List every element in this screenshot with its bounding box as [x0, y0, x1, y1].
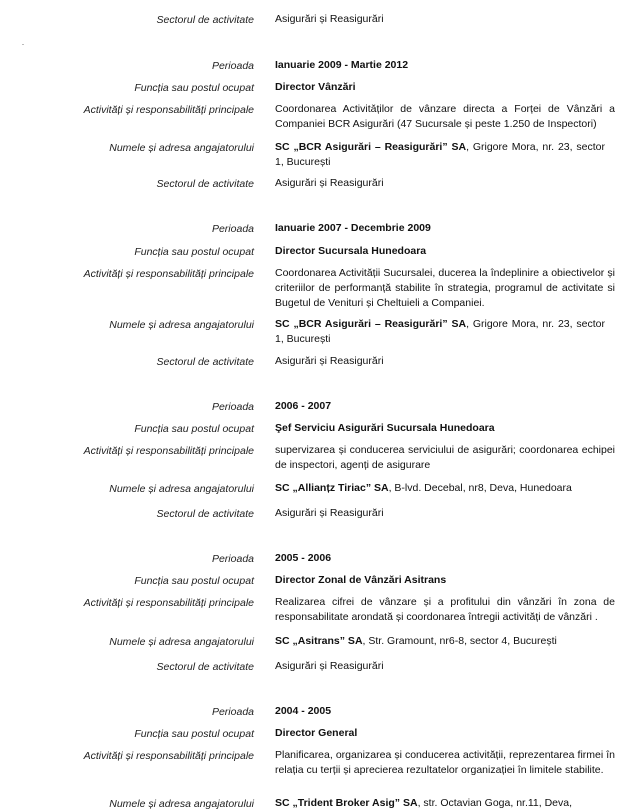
role-label: Funcția sau postul ocupat [134, 423, 254, 435]
margin-mark [22, 44, 24, 45]
period-value: Ianuarie 2009 - Martie 2012 [275, 59, 409, 71]
sector-label: Sectorul de activitate [156, 14, 254, 26]
employer-value [275, 481, 615, 496]
employer-name: SC „BCR Asigurări – Reasigurări” SA [275, 318, 467, 330]
sector-value: Asigurări și Reasigurări [275, 660, 384, 672]
sector-value: Asigurări și Reasigurări [275, 177, 384, 189]
sector-label: Sectorul de activitate [156, 508, 254, 520]
employer-value [275, 317, 605, 347]
activities-value: Planificarea, organizarea și conducerea activității, reprezentarea firmei în relația cu terții și aprecierea rezultatelor organizației în limitele stabilite. [275, 749, 615, 776]
employer-value [275, 796, 615, 811]
role-value: Director Vânzări [275, 81, 356, 93]
role-label: Funcția sau postul ocupat [134, 246, 254, 258]
employer-label: Numele și adresa angajatorului [109, 798, 254, 810]
period-label: Perioada [211, 223, 254, 235]
employer-address: , str. Octavian Goga, nr.11, Deva, [417, 797, 573, 809]
role-label: Funcția sau postul ocupat [134, 728, 254, 740]
employer-label: Numele și adresa angajatorului [109, 142, 254, 154]
employer-name: SC „BCR Asigurări – Reasigurări” SA [275, 141, 467, 153]
activities-value: Coordonarea Activității Sucursalei, ducerea la îndeplinire a obiectivelor și criteriilor de performanță stabilite în strategia, programul de activitate si Bugetul de Venituri și Cheltuieli a Companiei. [275, 267, 615, 309]
sector-label: Sectorul de activitate [156, 661, 254, 673]
activities-value: supervizarea și conducerea serviciului de asigurări; coordonarea echipei de inspectori, agenți de asigurare [275, 444, 615, 471]
employer-name: SC „Trident Broker Asig” SA [275, 797, 418, 809]
period-value: Ianuarie 2007 - Decembrie 2009 [275, 222, 431, 234]
sector-value: Asigurări și Reasigurări [275, 355, 384, 367]
employer-label: Numele și adresa angajatorului [109, 319, 254, 331]
activities-label: Activități și responsabilități principale [83, 445, 254, 457]
sector-value: Asigurări și Reasigurări [275, 13, 384, 25]
employer-label: Numele și adresa angajatorului [109, 483, 254, 495]
employer-name: SC „Asitrans” SA [275, 635, 363, 647]
role-label: Funcția sau postul ocupat [134, 82, 254, 94]
activities-label: Activități și responsabilități principale [83, 104, 254, 116]
employer-value [275, 140, 605, 170]
period-value: 2006 - 2007 [275, 400, 332, 412]
period-label: Perioada [211, 553, 254, 565]
sector-label: Sectorul de activitate [156, 356, 254, 368]
period-label: Perioada [211, 60, 254, 72]
role-value: Director General [275, 727, 358, 739]
period-value: 2005 - 2006 [275, 552, 332, 564]
period-label: Perioada [211, 706, 254, 718]
activities-label: Activități și responsabilități principale [83, 597, 254, 609]
period-label: Perioada [211, 401, 254, 413]
sector-value: Asigurări și Reasigurări [275, 507, 384, 519]
employer-name: SC „Allianțz Tiriac” SA [275, 482, 389, 494]
role-value: Şef Serviciu Asigurări Sucursala Hunedoara [275, 422, 495, 434]
role-value: Director Sucursala Hunedoara [275, 245, 427, 257]
activities-label: Activități și responsabilități principale [83, 750, 254, 762]
employer-address: , Grigore Mora, nr. 23, sector 1, București [275, 318, 605, 345]
employer-address: , Grigore Mora, nr. 23, sector 1, București [275, 141, 605, 168]
activities-value: Realizarea cifrei de vânzare și a profitului din vânzări în zona de responsabilitate arondată și coordonarea întregii activități de vânzări . [275, 596, 615, 623]
role-value: Director Zonal de Vânzări Asitrans [275, 574, 447, 586]
employer-value [275, 634, 615, 649]
sector-label: Sectorul de activitate [156, 178, 254, 190]
activities-value: Coordonarea Activitǎților de vânzare directa a Forței de Vânzări a Companiei BCR Asigurări (47 Sucursale și peste 1.250 de Inspectori) [275, 103, 615, 130]
role-label: Funcția sau postul ocupat [134, 575, 254, 587]
employer-address: , Str. Gramount, nr6-8, sector 4, București [362, 635, 557, 647]
employer-address: , B-lvd. Decebal, nr8, Deva, Hunedoara [388, 482, 572, 494]
employer-label: Numele și adresa angajatorului [109, 636, 254, 648]
period-value: 2004 - 2005 [275, 705, 332, 717]
activities-label: Activități și responsabilități principale [83, 268, 254, 280]
